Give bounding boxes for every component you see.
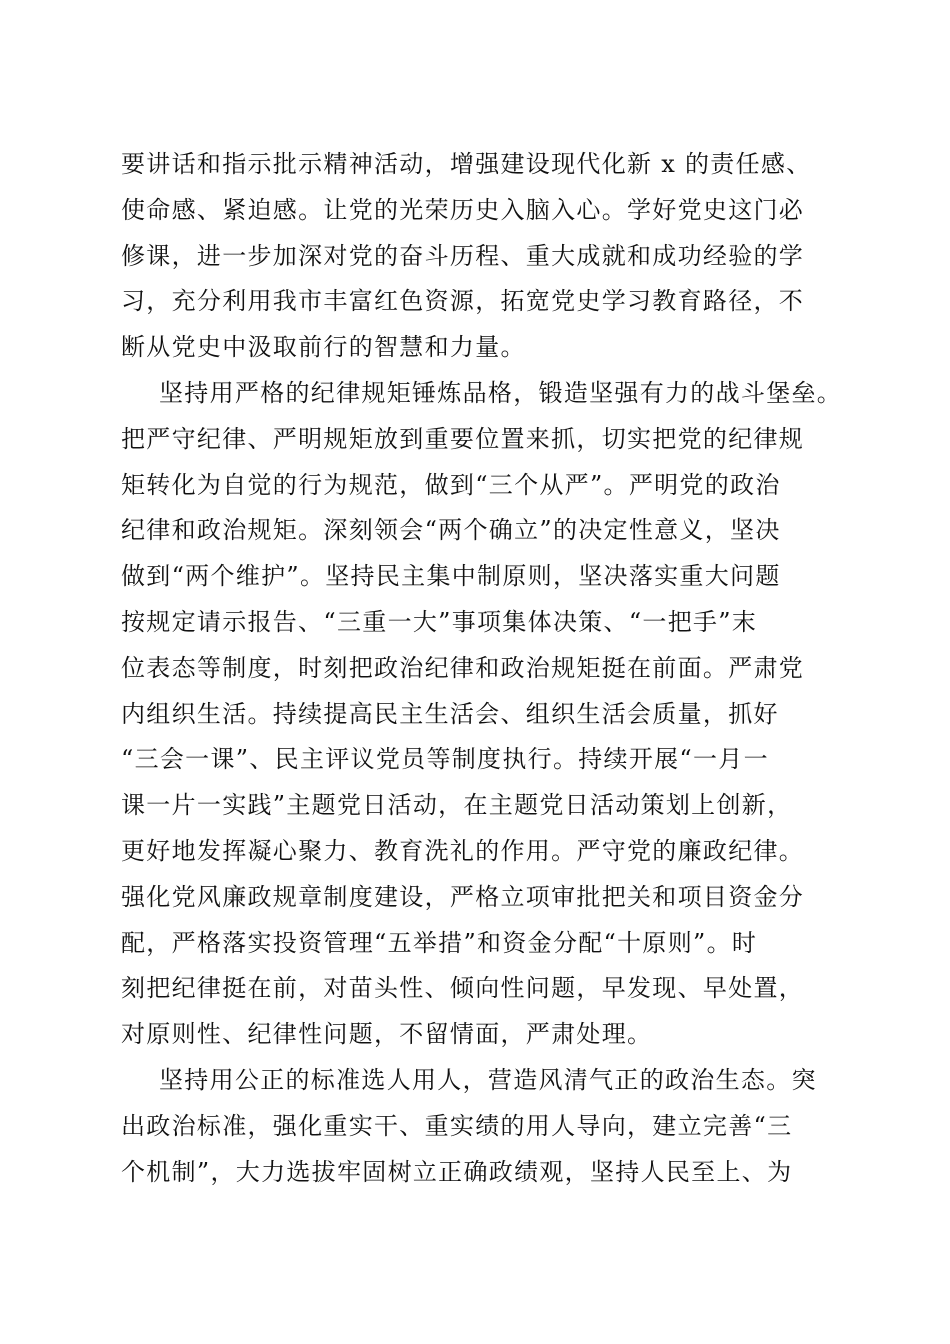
text-line: 对原则性、纪律性问题，不留情面，严肃处理。	[121, 1020, 653, 1049]
text-line: 更好地发挥凝心聚力、教育洗礼的作用。严守党的廉政纪律。	[121, 836, 805, 865]
text-line: 位表态等制度，时刻把政治纪律和政治规矩挺在前面。严肃党	[121, 653, 805, 682]
text-line: 刻把纪律挺在前，对苗头性、倾向性问题，早发现、早处置，	[121, 974, 805, 1003]
text-line: “三会一课”、民主评议党员等制度执行。持续开展“一月一	[121, 745, 769, 774]
text-line: 修课，进一步加深对党的奋斗历程、重大成就和成功经验的学	[121, 241, 805, 270]
text-line: 习，充分利用我市丰富红色资源，拓宽党史学习教育路径，不	[121, 287, 805, 316]
document-body	[121, 142, 841, 1195]
text-line: 使命感、紧迫感。让党的光荣历史入脑入心。学好党史这门必	[121, 195, 805, 224]
text-line: 断从党史中汲取前行的智慧和力量。	[121, 333, 526, 362]
text-line: 强化党风廉政规章制度建设，严格立项审批把关和项目资金分	[121, 882, 805, 911]
text-line: 出政治标准，强化重实干、重实绩的用人导向，建立完善“三	[121, 1111, 793, 1140]
text-line: 做到“两个维护”。坚持民主集中制原则，坚决落实重大问题	[121, 562, 781, 591]
paragraph-heading-line: 坚持用严格的纪律规矩锤炼品格，锻造坚强有力的战斗堡垒。	[159, 378, 843, 407]
text-line: 课一片一实践”主题党日活动，在主题党日活动策划上创新，	[121, 791, 793, 820]
text-line: 个机制”，大力选拔牢固树立正确政绩观，坚持人民至上、为	[121, 1157, 793, 1186]
text-line: 矩转化为自觉的行为规范，做到“三个从严”。严明党的政治	[121, 470, 781, 499]
text-line: 配，严格落实投资管理“五举措”和资金分配“十原则”。时	[121, 928, 758, 957]
paragraph-heading-line: 坚持用公正的标准选人用人，营造风清气正的政治生态。突	[159, 1065, 817, 1094]
text-line: 内组织生活。持续提高民主生活会、组织生活会质量，抓好	[121, 699, 779, 728]
text-line: 把严守纪律、严明规矩放到重要位置来抓，切实把党的纪律规	[121, 424, 805, 453]
text-line: 要讲话和指示批示精神活动，增强建设现代化新 x 的责任感、	[121, 150, 812, 178]
text-line: 按规定请示报告、“三重一大”事项集体决策、“一把手”末	[121, 607, 758, 636]
text-line: 纪律和政治规矩。深刻领会“两个确立”的决定性意义，坚决	[121, 516, 781, 545]
